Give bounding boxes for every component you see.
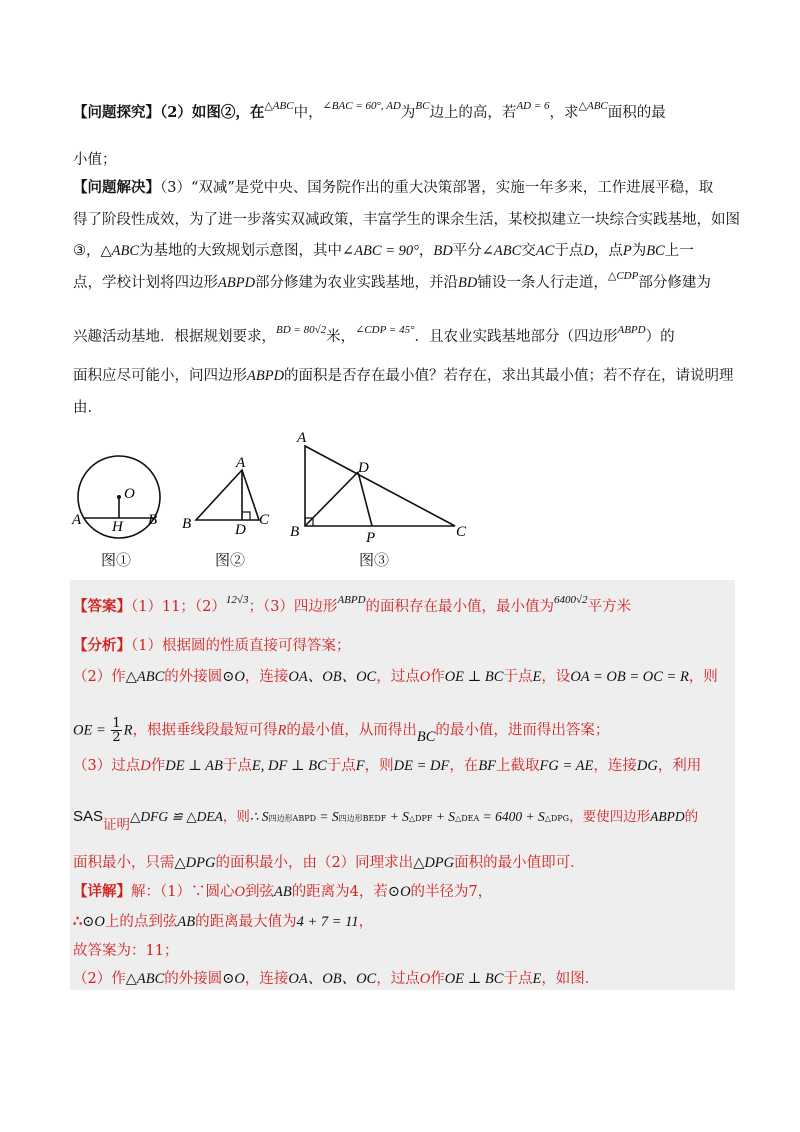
- math-run: △ABC: [578, 100, 608, 112]
- text-run: ）的: [645, 329, 675, 345]
- text-run: 点，学校计划将四边形: [73, 275, 218, 291]
- math-run: △ABC: [125, 971, 165, 987]
- text-run: ③，: [73, 243, 101, 259]
- math-run: ABPD: [337, 594, 366, 606]
- math-run: = S: [316, 809, 339, 824]
- answer-line-11: [73, 969, 733, 989]
- math-run: ⊙O: [82, 914, 105, 930]
- answer-line-9: [73, 912, 733, 932]
- math-run: △DFG ≌ △DEA: [130, 809, 223, 824]
- figure-3-caption: 图③: [359, 551, 390, 569]
- text-run: 的距离最大值为: [195, 914, 297, 930]
- fraction-denominator: 2: [112, 730, 121, 745]
- text-run: 为: [400, 105, 416, 121]
- math-run: E, DF ⊥ BC: [251, 758, 327, 774]
- label-h: H: [112, 519, 123, 535]
- text-run: 证明: [103, 817, 131, 833]
- text-run: （1）11；（2）: [131, 599, 226, 615]
- text-run: （2）作: [73, 669, 126, 685]
- label-c: C: [259, 512, 270, 528]
- math-run: AB: [177, 914, 196, 930]
- math-run: OA、OB、OC: [288, 971, 377, 987]
- answer-line-1: [73, 594, 733, 618]
- text-run: ，: [418, 243, 434, 259]
- text-run: 边上的高，若: [429, 105, 517, 121]
- math-run: △ABC: [264, 100, 294, 112]
- math-run: △DPG: [413, 855, 455, 871]
- text-run: ，设: [541, 669, 571, 685]
- label-c: C: [456, 524, 467, 540]
- text-run: ，根据垂线段最短可得: [132, 722, 278, 739]
- text-run: 到弦: [244, 884, 274, 900]
- math-run: ⊙O: [387, 884, 411, 900]
- answer-line-10: 故答案为：11；: [73, 943, 179, 959]
- math-run: ABPD: [247, 368, 285, 384]
- text-run: 的距离为4，若: [291, 884, 388, 900]
- text-run: ，利用: [657, 758, 702, 774]
- text-run: 面积的最小值即可．: [454, 855, 585, 871]
- math-run: ∠ABC: [481, 243, 522, 259]
- problem-line-5: [73, 241, 733, 261]
- math-run: + S: [432, 809, 456, 824]
- subscript: △DPF: [408, 814, 433, 823]
- label-b: B: [182, 516, 192, 532]
- math-run: DG: [636, 758, 658, 774]
- math-run: ∠CDP = 45°: [355, 324, 415, 336]
- math-run: E: [532, 669, 542, 685]
- text-run: 面积的最: [607, 105, 666, 121]
- math-run: R: [123, 722, 133, 739]
- figure-2-caption: 图②: [215, 551, 246, 569]
- label-d: D: [358, 460, 369, 476]
- math-run: △DPG: [174, 855, 216, 871]
- text-run: 作: [150, 758, 166, 774]
- text-run: 面积应尽可能小，问四边形: [73, 368, 247, 384]
- text-run: ，点: [593, 243, 623, 259]
- fraction: [111, 717, 121, 744]
- label-a: A: [72, 512, 82, 528]
- text-run: 解：（1）∵圆心: [131, 884, 235, 900]
- text-run: 于点: [503, 669, 533, 685]
- math-run: BC: [415, 100, 430, 112]
- text-run: ，连接: [244, 669, 289, 685]
- text-run: 上截取: [496, 758, 540, 774]
- problem-line-3: [73, 178, 733, 198]
- text-run: ∴: [73, 913, 83, 930]
- text-run: 交: [521, 243, 536, 259]
- text-run: 的外接圆: [164, 971, 223, 987]
- text-run: 于点: [222, 758, 252, 774]
- text-run: 于点: [326, 758, 356, 774]
- text-run: 部分修建为: [638, 275, 711, 291]
- text-run: ，则: [688, 669, 718, 685]
- math-run: BF: [478, 758, 497, 774]
- center-point-o: [117, 495, 121, 499]
- text-run: ；（3）四边形: [248, 599, 338, 615]
- math-run: AD = 6: [516, 100, 550, 112]
- math-run: DE ⊥ AB: [165, 758, 223, 774]
- problem-line-7: [73, 324, 733, 348]
- label-o: O: [124, 486, 135, 502]
- figure-1-caption: 图①: [101, 551, 132, 569]
- math-run: E: [532, 971, 542, 987]
- text-run: ，如图．: [541, 971, 600, 987]
- text-run: 平分: [452, 243, 482, 259]
- figure-3-planning: [290, 430, 467, 546]
- text-run: （2）作: [73, 971, 126, 987]
- math-run: O: [419, 669, 431, 685]
- text-run: ，要使四边形: [569, 809, 651, 825]
- math-run: O: [419, 971, 431, 987]
- math-run: △ABC: [100, 243, 140, 259]
- text-run: 【详解】: [73, 883, 131, 900]
- text-run: ，过点: [376, 971, 420, 987]
- math-run: ABPD: [650, 809, 685, 824]
- problem-line-2: 小值；: [73, 152, 117, 168]
- subscript: △DPG: [544, 814, 570, 823]
- text-run: ，过点: [376, 669, 420, 685]
- text-run: 面积最小，只需: [73, 855, 175, 871]
- text-run: （3）“双减”是党中央、国务院作出的重大决策部署，实施一年多来，工作进展平稳，取: [160, 180, 714, 196]
- text-run: ，则: [364, 758, 394, 774]
- math-run: OE ⊥ BC: [444, 669, 504, 685]
- answer-line-8: [73, 882, 733, 902]
- math-run: D: [140, 758, 151, 774]
- math-run: OE =: [73, 722, 110, 739]
- text-run: 的最小值，进而得出答案；: [435, 722, 610, 739]
- math-run: ∠ABC = 90°: [342, 243, 419, 259]
- subscript: 四边形ABPD: [268, 814, 316, 823]
- figure-1-circle: [71, 456, 160, 538]
- text-run: 作: [430, 669, 445, 685]
- text-run: 的最小值，从而得出: [286, 722, 417, 739]
- math-run: P: [622, 243, 632, 259]
- text-run: 【问题解决】: [73, 179, 160, 196]
- math-run: ABPD: [218, 275, 256, 291]
- math-run: BD: [433, 243, 453, 259]
- text-run: （1）根据圆的性质直接可得答案；: [131, 638, 351, 654]
- answer-line-7: [73, 853, 733, 873]
- text-run: ，在: [449, 758, 479, 774]
- text-run: 的外接圆: [164, 669, 223, 685]
- math-run: OA = OB = OC = R: [570, 669, 689, 685]
- math-run: BC: [416, 728, 436, 745]
- text-run: 米，: [326, 329, 356, 345]
- text-run: ，求: [549, 105, 579, 121]
- math-run: 6400√2: [554, 594, 588, 606]
- text-run: 中，: [293, 105, 323, 121]
- answer-line-5: [73, 756, 733, 776]
- text-run: 作: [430, 971, 445, 987]
- text-run: SAS: [73, 808, 104, 825]
- subscript: 四边形BEDF: [338, 814, 387, 823]
- math-run: BD: [458, 275, 478, 291]
- figure-2-triangle: [182, 455, 270, 538]
- text-run: 的半径为7，: [410, 884, 493, 900]
- text-run: （3）过点: [73, 758, 141, 774]
- math-run: ∠BAC = 60°, AD: [322, 100, 401, 112]
- text-run: 的面积存在最小值，最小值为: [365, 599, 555, 615]
- problem-line-1: [73, 100, 733, 124]
- math-run: BC: [646, 243, 665, 259]
- text-run: 的面积最小，由（2）同理求出: [215, 855, 414, 871]
- math-run: FG = AE: [539, 758, 594, 774]
- math-run: ABPD: [617, 324, 646, 336]
- text-run: 平方米: [587, 599, 632, 615]
- math-run: + S: [386, 809, 409, 824]
- text-run: ，连接: [593, 758, 637, 774]
- math-run: △ABC: [125, 669, 165, 685]
- answer-line-4: [73, 717, 733, 744]
- math-run: F: [355, 758, 365, 774]
- text-run: ．且农业实践基地部分（四边形: [414, 329, 618, 345]
- math-run: ∴ S: [249, 809, 269, 824]
- math-run: DE = DF: [393, 758, 450, 774]
- problem-line-9: 由．: [73, 400, 102, 416]
- math-run: O: [234, 884, 245, 900]
- text-run: 【答案】: [73, 598, 131, 615]
- math-run: OE ⊥ BC: [444, 971, 504, 987]
- answer-line-6: [73, 807, 733, 833]
- math-run: = 6400 + S: [479, 809, 545, 824]
- math-run: ⊙O: [222, 971, 245, 987]
- math-run: 12√3: [225, 594, 249, 606]
- problem-line-4: 得了阶段性成效，为了进一步落实双减政策，丰富学生的课余生活，某校拟建立一块综合实践基地，如图: [73, 212, 740, 228]
- text-run: 于点: [503, 971, 533, 987]
- answer-line-3: [73, 667, 733, 687]
- text-run: ，连接: [244, 971, 289, 987]
- label-b: B: [148, 512, 158, 528]
- text-run: ，则: [222, 809, 250, 825]
- math-run: BD = 80√2: [276, 324, 327, 336]
- text-run: ，: [358, 914, 374, 930]
- label-b: B: [290, 524, 300, 540]
- text-run: 部分修建为农业实践基地，并沿: [255, 275, 459, 291]
- text-run: 【分析】: [73, 637, 131, 654]
- label-a: A: [297, 430, 307, 446]
- math-run: AB: [273, 884, 292, 900]
- label-p: P: [366, 530, 376, 546]
- text-run: 的: [684, 809, 699, 825]
- text-run: 为基地的大致规划示意图，其中: [139, 243, 343, 259]
- answer-line-2: [73, 636, 733, 656]
- subscript: △DEA: [455, 814, 480, 823]
- math-run: D: [583, 243, 594, 259]
- text-run: 铺设一条人行走道，: [477, 275, 608, 291]
- right-angle-mark: [242, 512, 250, 520]
- text-run: 为: [631, 243, 647, 259]
- math-run: R: [277, 722, 287, 739]
- math-run: 4 + 7 = 11: [296, 914, 359, 930]
- math-run: △CDP: [607, 270, 639, 282]
- text-run: 的面积是否存在最小值？若存在，求出其最小值；若不存在，请说明理: [284, 368, 734, 384]
- math-run: ⊙O: [222, 669, 245, 685]
- triangle-abc: [305, 446, 455, 526]
- label-a: A: [236, 455, 246, 471]
- text-run: 上的点到弦: [104, 914, 178, 930]
- problem-line-6: [73, 270, 733, 294]
- problem-line-8: [73, 366, 733, 386]
- text-run: 【问题探究】（2）如图②，在: [73, 104, 265, 121]
- label-d: D: [235, 522, 246, 538]
- text-run: 于点: [554, 243, 584, 259]
- math-run: OA、OB、OC: [288, 669, 377, 685]
- math-run: AC: [535, 243, 555, 259]
- text-run: 上一: [664, 243, 694, 259]
- fraction-numerator: 1: [112, 716, 121, 731]
- text-run: 兴趣活动基地．根据规划要求，: [73, 329, 276, 345]
